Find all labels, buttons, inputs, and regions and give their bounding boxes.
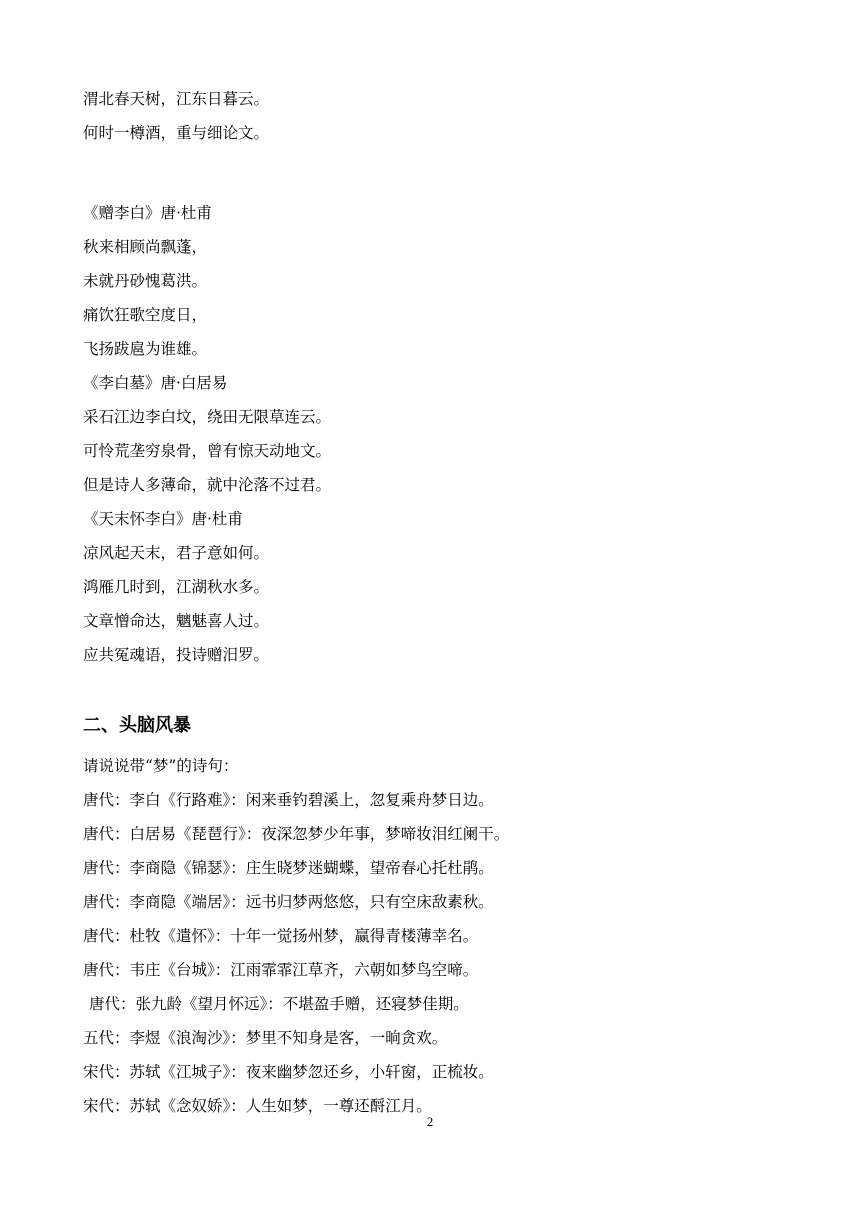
- list-item: 唐代：李商隐《端居》：远书归梦两悠悠，只有空床敌素秋。: [83, 893, 494, 911]
- list-item: 唐代：白居易《琵琶行》：夜深忽梦少年事，梦啼妆泪红阑干。: [83, 825, 510, 843]
- intro-line-2: 何时一樽酒，重与细论文。: [83, 124, 270, 142]
- poem-title-li-bai-mu: 《李白墓》唐·白居易: [83, 374, 228, 392]
- intro-line-1: 渭北春天树，江东日暮云。: [83, 90, 270, 108]
- list-item: 宋代：苏轼《念奴娇》：人生如梦，一尊还酹江月。: [83, 1097, 432, 1115]
- list-item: 唐代：张九龄《望月怀远》：不堪盈手赠，还寝梦佳期。: [89, 995, 469, 1013]
- list-item: 唐代：杜牧《遣怀》：十年一觉扬州梦，赢得青楼薄幸名。: [83, 927, 479, 945]
- poem-line: 可怜荒垄穷泉骨，曾有惊天动地文。: [83, 442, 332, 460]
- poem-line: 秋来相顾尚飘蓬，: [83, 238, 208, 256]
- list-item: 唐代：李商隐《锦瑟》：庄生晓梦迷蝴蝶，望帝春心托杜鹃。: [83, 859, 494, 877]
- poem-line: 文章憎命达，魑魅喜人过。: [83, 612, 270, 630]
- list-item: 唐代：韦庄《台城》：江雨霏霏江草齐，六朝如梦鸟空啼。: [83, 961, 479, 979]
- section-heading: 二、头脑风暴: [83, 715, 191, 736]
- poem-line: 痛饮狂歌空度日，: [83, 306, 208, 324]
- poem-line: 应共冤魂语，投诗赠汨罗。: [83, 646, 270, 664]
- poem-line: 飞扬跋扈为谁雄。: [83, 340, 208, 358]
- poem-title-tian-mo-huai-li-bai: 《天末怀李白》唐·杜甫: [83, 510, 243, 528]
- poem-line: 鸿雁几时到，江湖秋水多。: [83, 578, 270, 596]
- poem-line: 但是诗人多薄命，就中沦落不过君。: [83, 476, 332, 494]
- poem-line: 凉风起天末，君子意如何。: [83, 544, 270, 562]
- list-item: 宋代：苏轼《江城子》：夜来幽梦忽还乡，小轩窗，正梳妆。: [83, 1063, 494, 1081]
- section-prompt: 请说说带“梦”的诗句：: [83, 757, 239, 775]
- list-item: 五代：李煜《浪淘沙》：梦里不知身是客，一晌贪欢。: [83, 1029, 448, 1047]
- poem-line: 未就丹砂愧葛洪。: [83, 272, 208, 290]
- poem-line: 采石江边李白坟，绕田无限草连云。: [83, 408, 332, 426]
- page-number: 2: [426, 1114, 434, 1129]
- list-item: 唐代：李白《行路难》：闲来垂钓碧溪上，忽复乘舟梦日边。: [83, 791, 494, 809]
- poem-title-zeng-li-bai: 《赠李白》唐·杜甫: [83, 204, 212, 222]
